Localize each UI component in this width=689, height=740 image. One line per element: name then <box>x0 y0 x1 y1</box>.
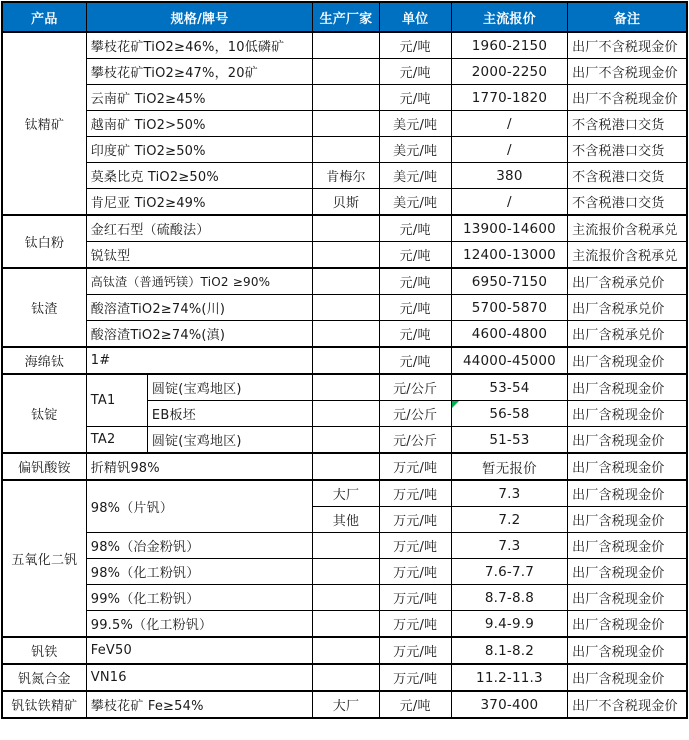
note-cell: 出厂含税现金价 <box>568 374 687 401</box>
table-row <box>2 137 687 163</box>
price-cell: 44000-45000 <box>451 347 567 374</box>
price-cell: 1770-1820 <box>451 85 567 111</box>
spec-cell: 攀枝花矿TiO2≥47%，20矿 <box>86 59 313 85</box>
table-row <box>2 321 687 348</box>
note-cell: 出厂含税现金价 <box>568 480 687 507</box>
table-row <box>2 691 687 718</box>
product-cell: 五氧化二钒 <box>2 480 86 637</box>
producer-cell <box>313 215 379 242</box>
note-cell: 出厂含税现金价 <box>568 559 687 585</box>
spec-cell: 98%（冶金粉钒） <box>86 533 313 559</box>
price-cell: 7.3 <box>451 480 567 507</box>
table-row <box>2 85 687 111</box>
producer-cell: 大厂 <box>313 691 379 718</box>
price-cell: 2000-2250 <box>451 59 567 85</box>
price-cell: 8.1-8.2 <box>451 637 567 664</box>
price-cell: 11.2-11.3 <box>451 664 567 691</box>
product-cell: 偏钒酸铵 <box>2 453 86 480</box>
spec-grade-cell: TA1 <box>86 374 147 427</box>
producer-cell: 贝斯 <box>313 189 379 216</box>
note-cell: 出厂含税现金价 <box>568 637 687 664</box>
price-cell: 5700-5870 <box>451 295 567 321</box>
comment-flag-icon <box>452 401 459 408</box>
note-cell: 出厂含税现金价 <box>568 585 687 611</box>
note-cell: 出厂含税现金价 <box>568 611 687 638</box>
producer-cell <box>313 453 379 480</box>
price-cell: 380 <box>451 163 567 189</box>
spec-cell: 99%（化工粉钒） <box>86 585 313 611</box>
spec-cell: 肯尼亚 TiO2≥49% <box>86 189 313 216</box>
table-row <box>2 559 687 585</box>
spec-cell: 1# <box>86 347 313 374</box>
col-header-producer: 生产厂家 <box>313 2 379 32</box>
producer-cell: 肯梅尔 <box>313 163 379 189</box>
table-row <box>2 32 687 59</box>
producer-cell <box>313 664 379 691</box>
price-cell: 53-54 <box>451 374 567 401</box>
table-row <box>2 268 687 295</box>
producer-cell <box>313 32 379 59</box>
note-cell: 出厂不含税现金价 <box>568 691 687 718</box>
producer-cell <box>313 85 379 111</box>
unit-cell: 元/吨 <box>379 347 451 374</box>
spec-cell: 金红石型（硫酸法） <box>86 215 313 242</box>
product-cell: 钛锭 <box>2 374 86 453</box>
table-row <box>2 111 687 137</box>
note-cell: 出厂含税承兑价 <box>568 268 687 295</box>
col-header-product: 产品 <box>2 2 86 32</box>
table-row <box>2 242 687 269</box>
unit-cell: 元/公斤 <box>379 374 451 401</box>
unit-cell: 美元/吨 <box>379 189 451 216</box>
table-row <box>2 533 687 559</box>
producer-cell <box>313 111 379 137</box>
spec-form-cell: 圆锭(宝鸡地区) <box>147 374 312 401</box>
producer-cell <box>313 637 379 664</box>
spec-grade-cell: TA2 <box>86 427 147 454</box>
note-cell: 出厂含税承兑价 <box>568 295 687 321</box>
spec-cell: 锐钛型 <box>86 242 313 269</box>
price-cell: 4600-4800 <box>451 321 567 348</box>
price-cell <box>451 401 567 427</box>
price-table <box>1 1 688 719</box>
spec-cell: 越南矿 TiO2>50% <box>86 111 313 137</box>
table-row <box>2 59 687 85</box>
price-cell: 8.7-8.8 <box>451 585 567 611</box>
col-header-spec: 规格/牌号 <box>86 2 313 32</box>
unit-cell: 元/吨 <box>379 32 451 59</box>
note-cell: 出厂含税现金价 <box>568 453 687 480</box>
price-cell: 13900-14600 <box>451 215 567 242</box>
unit-cell: 美元/吨 <box>379 111 451 137</box>
price-cell: / <box>451 111 567 137</box>
price-cell: 7.6-7.7 <box>451 559 567 585</box>
producer-cell <box>313 427 379 454</box>
producer-cell <box>313 242 379 269</box>
product-cell: 钒氮合金 <box>2 664 86 691</box>
note-cell: 出厂不含税现金价 <box>568 85 687 111</box>
price-cell: 暂无报价 <box>451 453 567 480</box>
unit-cell: 元/公斤 <box>379 427 451 454</box>
producer-cell <box>313 347 379 374</box>
spec-cell: 攀枝花矿TiO2≥46%，10低磷矿 <box>86 32 313 59</box>
note-cell: 主流报价含税承兑 <box>568 215 687 242</box>
producer-cell <box>313 559 379 585</box>
producer-cell: 其他 <box>313 507 379 533</box>
producer-cell: 大厂 <box>313 480 379 507</box>
table-row <box>2 295 687 321</box>
product-cell: 钛渣 <box>2 268 86 347</box>
spec-cell: 云南矿 TiO2≥45% <box>86 85 313 111</box>
spec-cell: VN16 <box>86 664 313 691</box>
unit-cell: 元/吨 <box>379 295 451 321</box>
unit-cell: 万元/吨 <box>379 585 451 611</box>
col-header-note: 备注 <box>568 2 687 32</box>
producer-cell <box>313 295 379 321</box>
spec-form-cell: EB板坯 <box>147 401 312 427</box>
table-row <box>2 585 687 611</box>
spec-cell: 98%（片钒） <box>86 480 313 533</box>
spec-cell: 攀枝花矿 Fe≥54% <box>86 691 313 718</box>
note-cell: 不含税港口交货 <box>568 137 687 163</box>
producer-cell <box>313 374 379 401</box>
price-cell: 1960-2150 <box>451 32 567 59</box>
unit-cell: 万元/吨 <box>379 559 451 585</box>
producer-cell <box>313 533 379 559</box>
price-cell: 51-53 <box>451 427 567 454</box>
producer-cell <box>313 59 379 85</box>
table-row <box>2 664 687 691</box>
table-row <box>2 189 687 216</box>
producer-cell <box>313 321 379 348</box>
price-value: 56-58 <box>489 405 530 422</box>
unit-cell: 元/吨 <box>379 321 451 348</box>
table-row <box>2 427 687 454</box>
table-row <box>2 480 687 507</box>
producer-cell <box>313 585 379 611</box>
product-cell: 钛白粉 <box>2 215 86 268</box>
price-cell: 7.3 <box>451 533 567 559</box>
producer-cell <box>313 268 379 295</box>
unit-cell: 元/吨 <box>379 85 451 111</box>
price-cell: 7.2 <box>451 507 567 533</box>
header-row <box>2 2 687 32</box>
note-cell: 出厂含税承兑价 <box>568 321 687 348</box>
spec-cell: 莫桑比克 TiO2≥50% <box>86 163 313 189</box>
unit-cell: 元/吨 <box>379 59 451 85</box>
table-row <box>2 347 687 374</box>
note-cell: 主流报价含税承兑 <box>568 242 687 269</box>
unit-cell: 元/吨 <box>379 691 451 718</box>
note-cell: 出厂含税现金价 <box>568 347 687 374</box>
col-header-unit: 单位 <box>379 2 451 32</box>
note-cell: 出厂含税现金价 <box>568 507 687 533</box>
spec-cell: 高钛渣（普通钙镁）TiO2 ≥90% <box>86 268 313 295</box>
unit-cell: 万元/吨 <box>379 611 451 638</box>
unit-cell: 万元/吨 <box>379 533 451 559</box>
price-cell: 12400-13000 <box>451 242 567 269</box>
product-cell: 钛精矿 <box>2 32 86 215</box>
unit-cell: 美元/吨 <box>379 137 451 163</box>
unit-cell: 元/吨 <box>379 268 451 295</box>
unit-cell: 万元/吨 <box>379 664 451 691</box>
price-cell: 370-400 <box>451 691 567 718</box>
unit-cell: 元/公斤 <box>379 401 451 427</box>
producer-cell <box>313 611 379 638</box>
unit-cell: 元/吨 <box>379 215 451 242</box>
unit-cell: 元/吨 <box>379 242 451 269</box>
unit-cell: 万元/吨 <box>379 480 451 507</box>
note-cell: 不含税港口交货 <box>568 163 687 189</box>
note-cell: 出厂含税现金价 <box>568 664 687 691</box>
table-row <box>2 215 687 242</box>
note-cell: 出厂含税现金价 <box>568 401 687 427</box>
price-cell: 9.4-9.9 <box>451 611 567 638</box>
table-row <box>2 611 687 638</box>
note-cell: 出厂含税现金价 <box>568 533 687 559</box>
note-cell: 出厂不含税现金价 <box>568 59 687 85</box>
unit-cell: 万元/吨 <box>379 453 451 480</box>
price-cell: / <box>451 189 567 216</box>
note-cell: 不含税港口交货 <box>568 111 687 137</box>
col-header-price: 主流报价 <box>451 2 567 32</box>
table-row <box>2 374 687 401</box>
note-cell: 出厂不含税现金价 <box>568 32 687 59</box>
table-row <box>2 637 687 664</box>
spec-cell: 99.5%（化工粉钒） <box>86 611 313 638</box>
product-cell: 海绵钛 <box>2 347 86 374</box>
unit-cell: 美元/吨 <box>379 163 451 189</box>
producer-cell <box>313 137 379 163</box>
spec-cell: 折精钒98% <box>86 453 313 480</box>
unit-cell: 万元/吨 <box>379 507 451 533</box>
producer-cell <box>313 401 379 427</box>
note-cell: 出厂含税现金价 <box>568 427 687 454</box>
table-row <box>2 453 687 480</box>
product-cell: 钒铁 <box>2 637 86 664</box>
price-cell: / <box>451 137 567 163</box>
product-cell: 钒钛铁精矿 <box>2 691 86 718</box>
spec-cell: FeV50 <box>86 637 313 664</box>
spec-cell: 印度矿 TiO2≥50% <box>86 137 313 163</box>
note-cell: 不含税港口交货 <box>568 189 687 216</box>
price-cell: 6950-7150 <box>451 268 567 295</box>
unit-cell: 万元/吨 <box>379 637 451 664</box>
spec-form-cell: 圆锭(宝鸡地区) <box>147 427 312 454</box>
spec-cell: 酸溶渣TiO2≥74%(川) <box>86 295 313 321</box>
table-row <box>2 163 687 189</box>
spec-cell: 酸溶渣TiO2≥74%(滇) <box>86 321 313 348</box>
spec-cell: 98%（化工粉钒） <box>86 559 313 585</box>
